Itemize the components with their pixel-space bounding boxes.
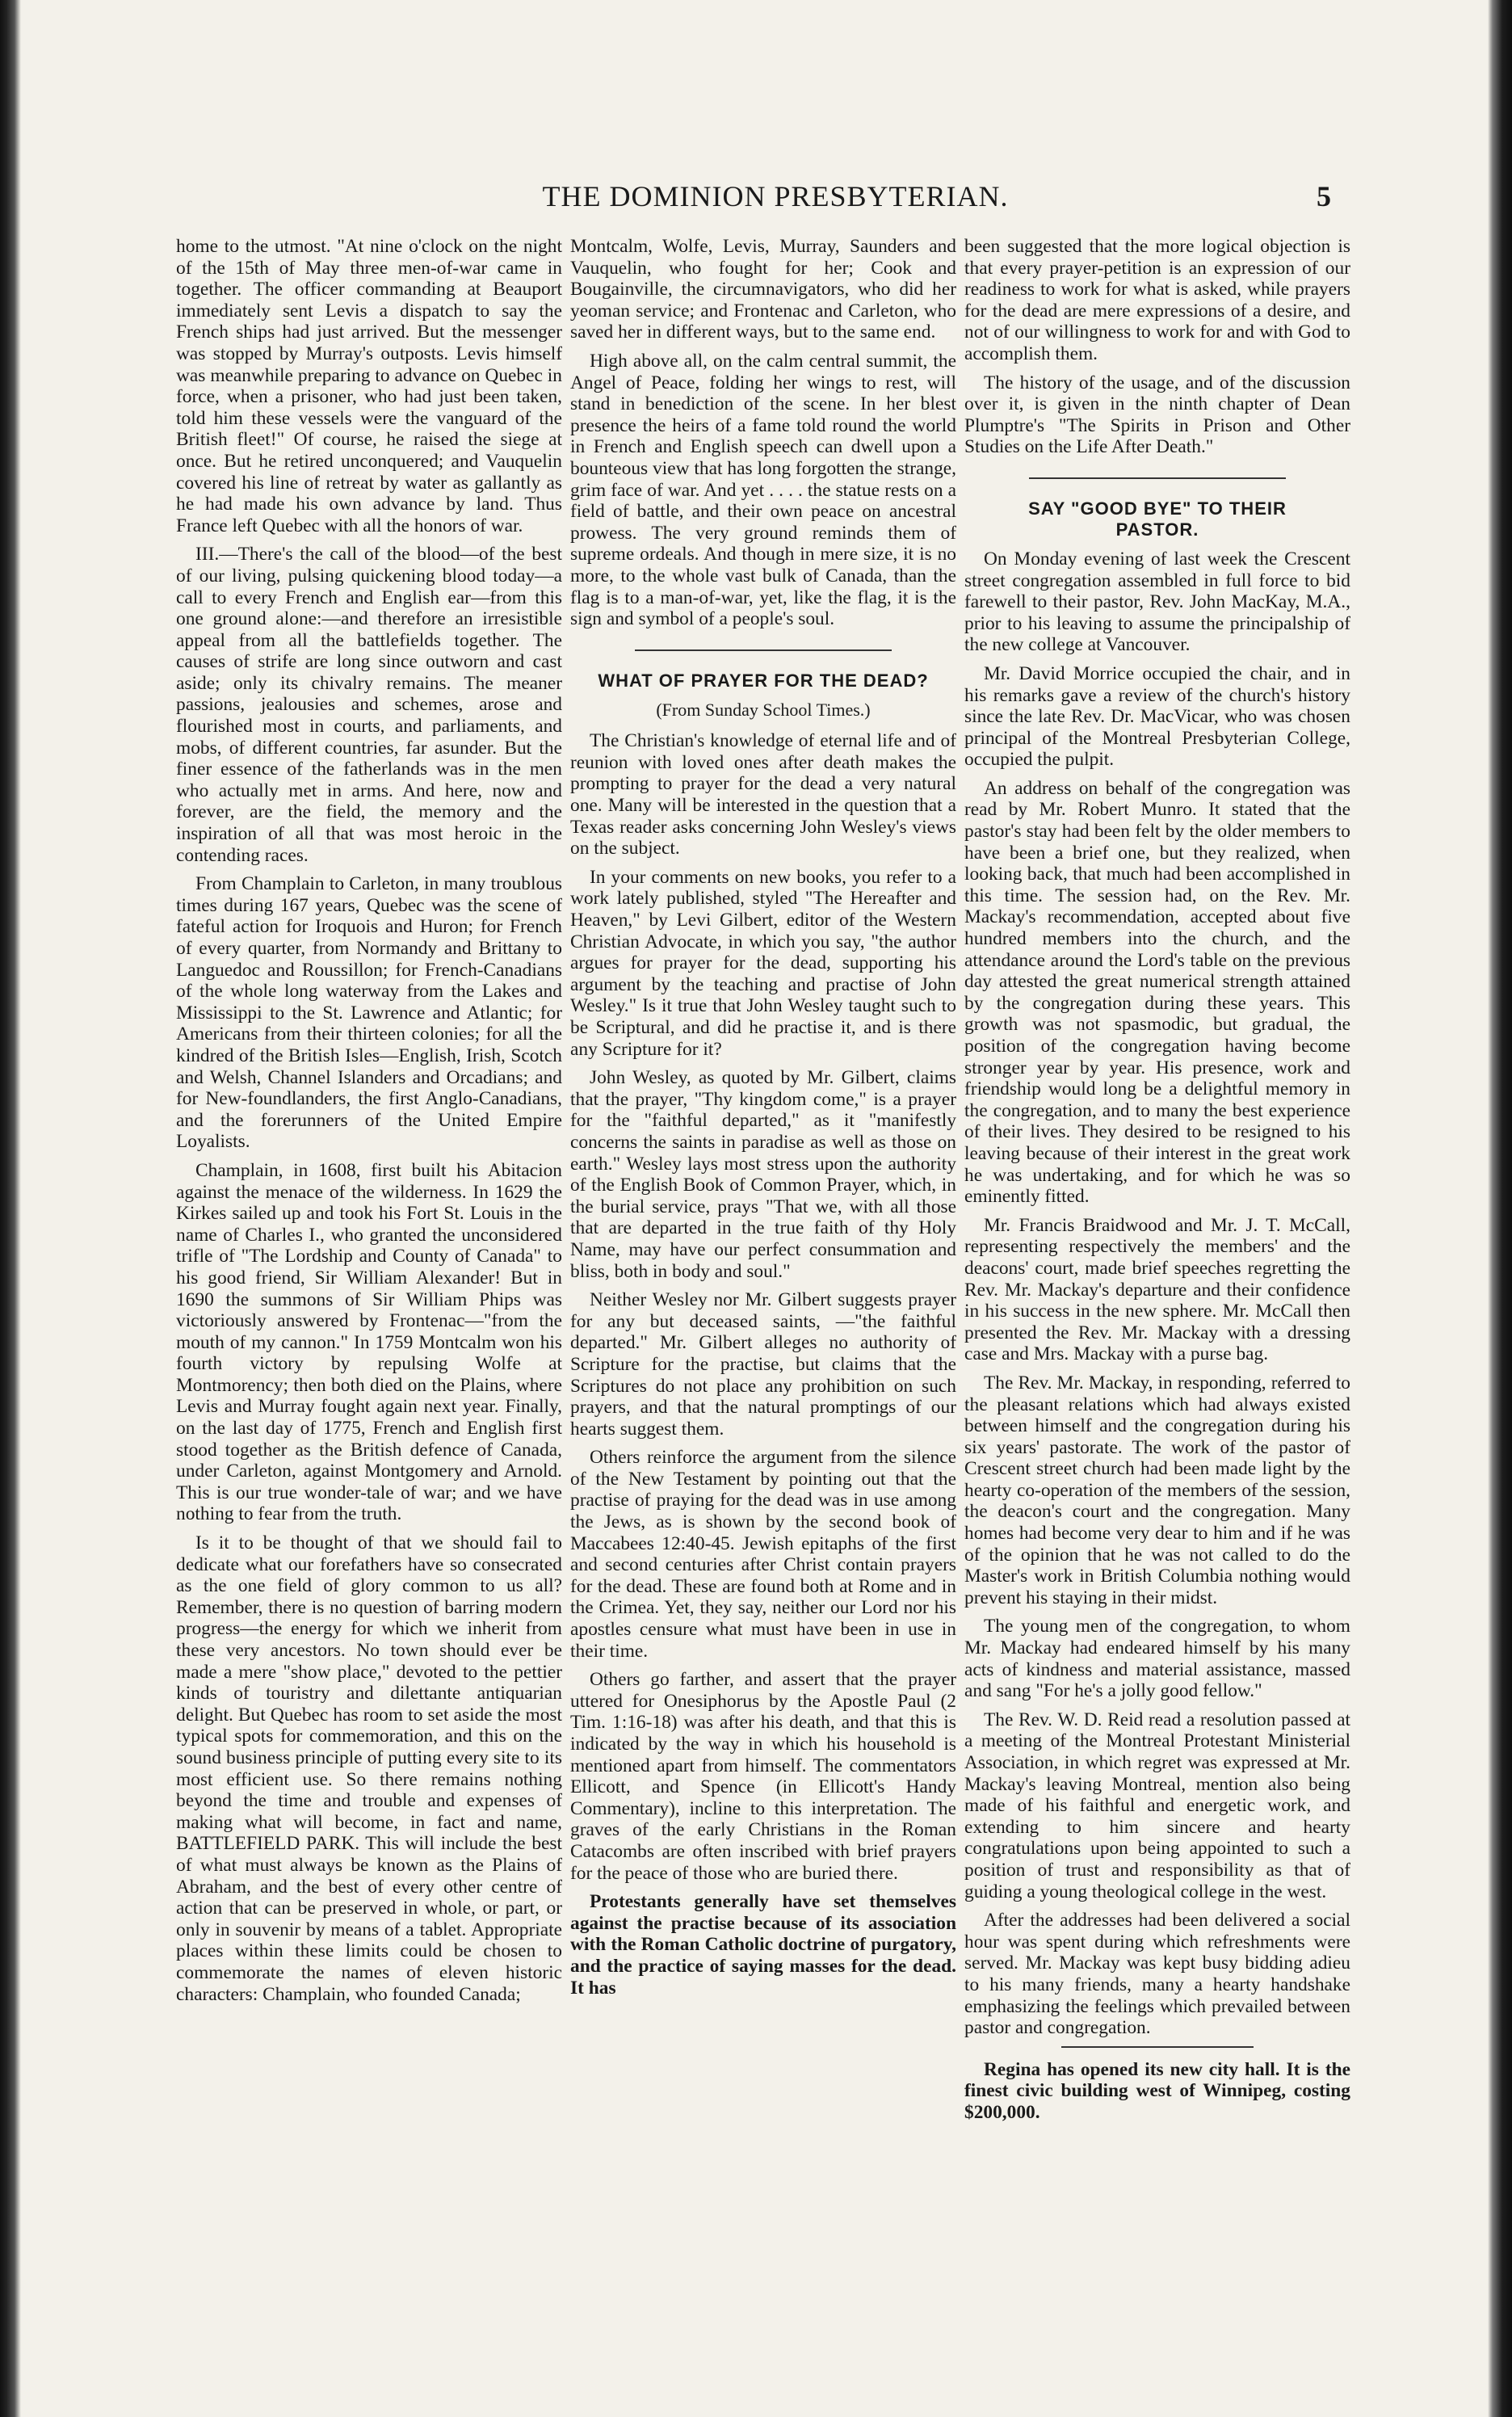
col1-paragraph-4: Champlain, in 1608, first built his Abitacion against the menace of the wilderness. In 1629 the Kirkes sailed up and took his Fort St. Louis in the name of Charles I., who granted the unconsidered trifle of "The Lordship and County of Canada" to his good friend, Sir William Alexander! But in 1690 the summons of Sir William Phips was victoriously answered by Frontenac—"from the mouth of my cannon." In 1759 Montcalm won his fourth victory by repulsing Wolfe at Montmorency; then both died on the Plains, where Levis and Murray fought again next year. Finally, on the last day of 1775, French and English first stood together as the British defence of Canada, under Carleton, against Montgomery and Arnold. This is our true wonder-tale of war; and we have nothing to fear from the truth. [176, 1159, 562, 1525]
col2-paragraph-2: High above all, on the calm central summit, the Angel of Peace, folding her wings to rest, will stand in benediction of the scene. In her blest presence the heirs of a fame told round the world in French and English speech can dwell upon a bounteous view that has long forgotten the strange, grim face of war. And yet . . . . the statue rests on a field of battle, and their own peace on ancestral prowess. The very ground reminds them of supreme ordeals. And though in mere size, it is no more, to the whole vast bulk of Canada, than the flag is to a man-of-war, yet, like the flag, it is the sign and symbol of a people's soul. [570, 350, 956, 630]
section-divider-short [1061, 2046, 1254, 2048]
column-1 [176, 236, 562, 2320]
col2-paragraph-8: Others go farther, and assert that the prayer uttered for Onesiphorus by the Apostle Paul (2 Tim. 1:16-18) was after his death, and that this is indicated by the way in which his household is mentioned apart from himself. The commentators Ellicott, and Spence (in Ellicott's Handy Commentary), incline to this interpretation. The graves of the early Christians in the Roman Catacombs are often inscribed with brief prayers for the peace of those who are buried there. [570, 1669, 956, 1884]
col3-paragraph-4: Mr. David Morrice occupied the chair, and in his remarks gave a review of the church's history since the late Rev. Dr. MacVicar, who was chosen principal of the Montreal Presbyterian College, occupied the pulpit. [964, 662, 1350, 771]
scan-binding-edge-right [1488, 0, 1512, 2417]
section-divider [1029, 477, 1286, 479]
col2-paragraph-6: Neither Wesley nor Mr. Gilbert suggests prayer for any but deceased saints, —"the faithful departed." Mr. Gilbert alleges no authority of Scripture for the practise, but claims that the Scriptures do not place any prohibition on such prayers, and that the natural promptings of our hearts suggest them. [570, 1289, 956, 1440]
col2-paragraph-1: Montcalm, Wolfe, Levis, Murray, Saunders and Vauquelin, who fought for her; Cook and Bougainville, the circumnavigators, who did her yeoman service; and Frontenac and Carleton, who saved her in different ways, but to the same end. [570, 236, 956, 343]
article-source: (From Sunday School Times.) [656, 699, 871, 720]
col3-paragraph-3: On Monday evening of last week the Crescent street congregation assembled in full force to bid farewell to their pastor, Rev. John MacKay, M.A., prior to his leaving to assume the principalship of the new college at Vancouver. [964, 548, 1350, 656]
col1-paragraph-2: III.—There's the call of the blood—of the best of our living, pulsing quickening blood today—a call to every French and English ear—from this one ground alone:—and therefore an irresistible appeal from all the battlefields together. The causes of strife are long since outworn and cast aside; only its chivalry remains. The meaner passions, jealousies and schemes, arose and flourished most in courts, and parliaments, and mobs, of different countries, far asunder. But the finer essence of the fatherlands was in the men who actually met in arms. And here, now and forever, are the field, the memory and the inspiration of all that was most heroic in the contending races. [176, 544, 562, 866]
col1-paragraph-1: home to the utmost. "At nine o'clock on the night of the 15th of May three men-of-war came in together. The officer commanding at Beauport immediately sent Levis a dispatch to say the French ships had just arrived. But the messenger was stopped by Murray's outposts. Levis himself was meanwhile preparing to advance on Quebec in force, when a prisoner, who had just been taken, told him these vessels were the vanguard of the British fleet!" Of course, he raised the siege at once. But he retired unconquered; and Vauquelin covered his line of retreat by water as gallantly as he had made his own advance by land. Thus France left Quebec with all the honors of war. [176, 236, 562, 536]
col3-paragraph-9: The Rev. W. D. Reid read a resolution passed at a meeting of the Montreal Protestant Ministerial Association, in which regret was expressed at Mr. Mackay's leaving Montreal, mention also being made of his faithful and energetic work, and extending to him sincere and hearty congratulations upon being appointed to such a position of trust and responsibility as that of guiding a young theological college in the west. [964, 1709, 1350, 1902]
col3-paragraph-1: been suggested that the more logical objection is that every prayer-petition is an expression of our readiness to work for what is asked, while prayers for the dead are mere expressions of a desire, and not of our willingness to work for and with God to accomplish them. [964, 236, 1350, 364]
col2-paragraph-5: John Wesley, as quoted by Mr. Gilbert, claims that the prayer, "Thy kingdom come," is a prayer for the "faithful departed," as it "manifestly concerns the saints in paradise as well as those on earth." Wesley lays most stress upon the authority of the English Book of Common Prayer, which, in the burial service, prays "That we, with all those that are departed in the true faith of thy Holy Name, may have our perfect consummation and bliss, both in body and soul." [570, 1067, 956, 1282]
col3-paragraph-8: The young men of the congregation, to whom Mr. Mackay had endeared himself by his many acts of kindness and material assistance, massed and sang "For he's a jolly good fellow." [964, 1616, 1350, 1702]
col2-paragraph-4: In your comments on new books, you refer to a work lately published, styled "The Hereafter and Heaven," by Levi Gilbert, editor of the Western Christian Advocate, in which you say, "the author argues for prayer for the dead, supporting his argument by the teaching and practise of John Wesley." Is it true that John Wesley taught such to be Scriptural, and did he practise it, and is there any Scripture for it? [570, 866, 956, 1060]
col3-paragraph-5: An address on behalf of the congregation was read by Mr. Robert Munro. It stated that the pastor's stay had been felt by the older members to have been a brief one, but they realized, when looking back, that much had been accomplished in this time. The session had, on the Rev. Mr. Mackay's recommendation, accepted about five hundred members into the church, and the attendance around the Lord's table on the previous day attested the great numerical strength attained by the congregation during these years. This growth was not spasmodic, but gradual, the position of the congregation having become stronger year by year. His presence, work and friendship would long be a delightful memory in the congregation, and to many the best experience of their lives. They desired to be resigned to his leaving because of their interest in the great work he was undertaking, and for which he was so eminently fitted. [964, 777, 1350, 1208]
col2-paragraph-9: Protestants generally have set themselves against the practise because of its association with the Roman Catholic doctrine of purgatory, and the practice of saying masses for the dead. It has [570, 1891, 956, 1999]
col2-paragraph-3: The Christian's knowledge of eternal life and of reunion with loved ones after death makes the prompting to prayer for the dead a very natural one. Many will be interested in the question that a Texas reader asks concerning John Wesley's views on the subject. [570, 730, 956, 860]
page-header [0, 179, 1512, 228]
column-3 [964, 236, 1350, 2320]
col1-paragraph-5: Is it to be thought of that we should fail to dedicate what our forefathers have so consecrated as the one field of glory common to us all? Remember, there is no question of barring modern progress—the energy for which we inherit from these very ancestors. No town should ever be made a mere "show place," devoted to the pettier kinds of touristry and dilettante antiquarian delight. But Quebec has room to set aside the most typical spots for commemoration, and this on the sound business principle of putting every site to its most efficient use. So there remains nothing beyond the time and trouble and expenses of making what will become, in fact and name, BATTLEFIELD PARK. This will include the best of what must always be known as the Plains of Abraham, and the best of every other centre of action that can be preserved in whole, or part, or only in souvenir by means of a tablet. Appropriate places within these limits could be chosen to commemorate the names of eleven historic characters: Champlain, who founded Canada; [176, 1532, 562, 2005]
column-2 [570, 236, 956, 2320]
page-number: 5 [1317, 180, 1331, 212]
col3-paragraph-7: The Rev. Mr. Mackay, in responding, referred to the pleasant relations which had always existed between himself and the congregation during his six years' pastorate. The work of the pastor of Crescent street church had been made light by the hearty co-operation of the members of the session, the deacon's court and the congregation. Many homes had become very dear to him and if he was of the opinion that he was not called to do the Master's work in British Columbia nothing would prevent his staying in their midst. [964, 1372, 1350, 1608]
scan-binding-edge-left [0, 0, 21, 2417]
section-divider [635, 649, 892, 651]
article-heading-good-bye-pastor: SAY "GOOD BYE" TO THEIR PASTOR. [1028, 498, 1287, 540]
col1-paragraph-3: From Champlain to Carleton, in many troublous times during 167 years, Quebec was the scene of fateful action for Iroquois and Huron; for French of every quarter, from Normandy and Brittany to Languedoc and Roussillon; for French-Canadians of the whole long waterway from the Lakes and Mississippi to the St. Lawrence and Atlantic; for Americans from their thirteen colonies; for all the kindred of the British Isles—English, Irish, Scotch and Welsh, Channel Islanders and Orcadians; and for New-foundlanders, the first Anglo-Canadians, and the forerunners of the United Empire Loyalists. [176, 873, 562, 1153]
col3-paragraph-6: Mr. Francis Braidwood and Mr. J. T. McCall, representing respectively the members' and the deacons' court, made brief speeches regretting the Rev. Mr. Mackay's departure and their confidence in his success in the new sphere. Mr. McCall then presented the Rev. Mr. Mackay with a dressing case and Mrs. Mackay with a purse bag. [964, 1214, 1350, 1365]
masthead-title: THE DOMINION PRESBYTERIAN. [542, 180, 1009, 212]
col3-paragraph-2: The history of the usage, and of the discussion over it, is given in the ninth chapter of Dean Plumptre's "The Spirits in Prison and Other Studies on the Life After Death." [964, 372, 1350, 458]
article-heading-prayer-for-dead: WHAT OF PRAYER FOR THE DEAD? [598, 670, 929, 691]
col2-paragraph-7: Others reinforce the argument from the silence of the New Testament by pointing out that the practise of praying for the dead was in use among the Jews, as is shown by the second book of Maccabees 12:40-45. Jewish epitaphs of the first and second centuries after Christ contain prayers for the dead. These are found both at Rome and in the Crimea. Yet, they say, neither our Lord nor his apostles censure what must have been in use in their time. [570, 1447, 956, 1662]
col3-paragraph-10: After the addresses had been delivered a social hour was spent during which refreshments were served. Mr. Mackay was kept busy bidding adieu to his many friends, many a hearty handshake emphasizing the feelings which prevailed between pastor and congregation. [964, 1910, 1350, 2039]
col3-paragraph-11: Regina has opened its new city hall. It is the finest civic building west of Winnipeg, costing $200,000. [964, 2058, 1350, 2123]
